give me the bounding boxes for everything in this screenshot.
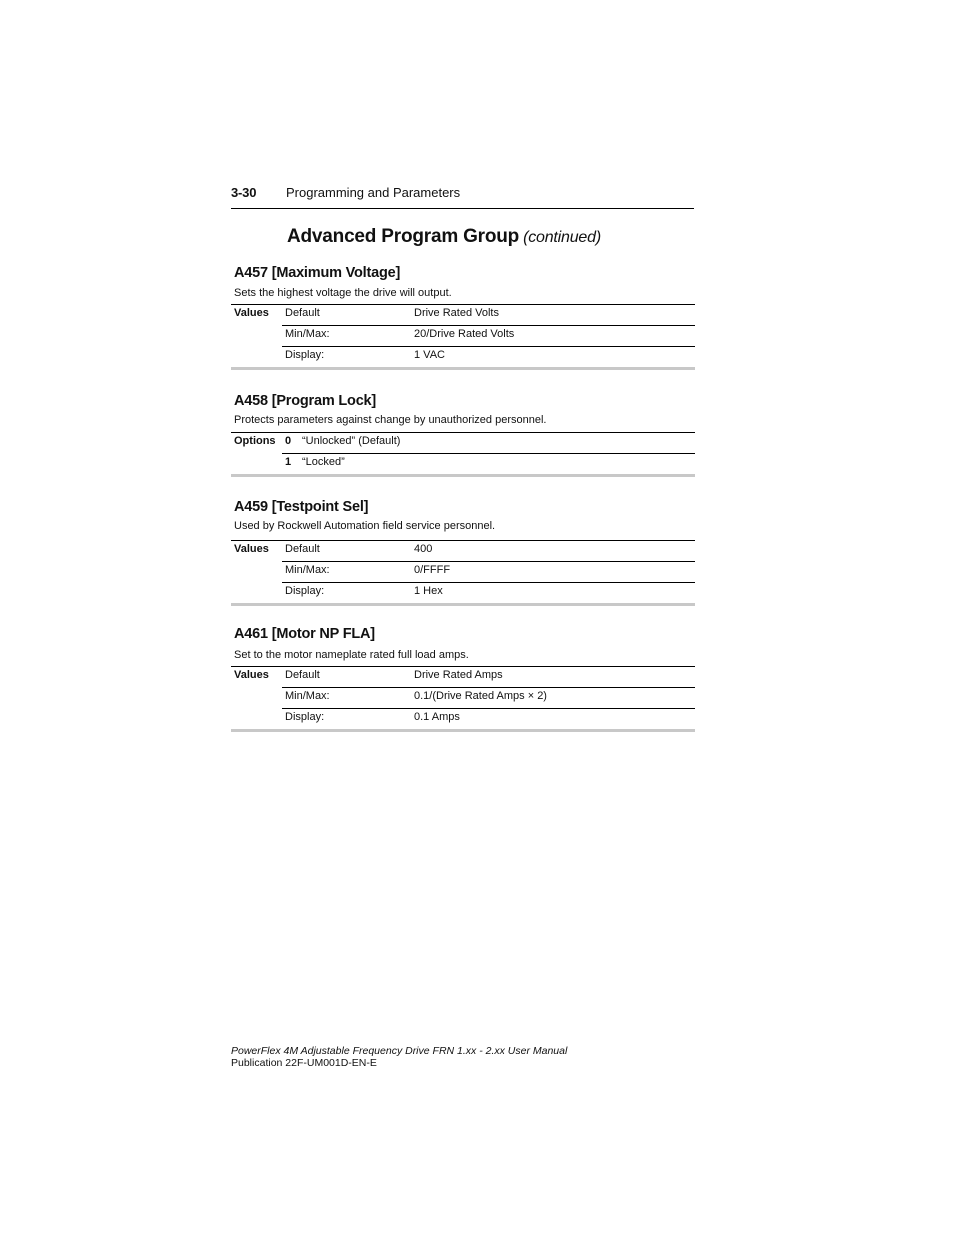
row-value: 0.1 Amps bbox=[414, 711, 460, 723]
row-key: Min/Max: bbox=[285, 690, 330, 702]
param-title: A457 [Maximum Voltage] bbox=[234, 265, 401, 281]
values-table bbox=[231, 666, 695, 732]
footer-manual-title: PowerFlex 4M Adjustable Frequency Drive FRN 1.xx - 2.xx User Manual bbox=[231, 1045, 568, 1057]
table-end-rule bbox=[231, 474, 695, 477]
row-key: Default bbox=[285, 669, 320, 681]
row-value: 1 Hex bbox=[414, 585, 443, 597]
param-title: A459 [Testpoint Sel] bbox=[234, 499, 369, 515]
table-row bbox=[282, 325, 695, 346]
row-key: Min/Max: bbox=[285, 328, 330, 340]
table-row bbox=[282, 708, 695, 729]
param-description: Protects parameters against change by unauthorized personnel. bbox=[234, 414, 547, 426]
row-value: 0/FFFF bbox=[414, 564, 451, 576]
table-row bbox=[231, 305, 695, 325]
option-value: “Unlocked” (Default) bbox=[302, 435, 401, 447]
row-value: 20/Drive Rated Volts bbox=[414, 328, 515, 340]
row-key: Default bbox=[285, 307, 320, 319]
group-title-text: Advanced Program Group bbox=[287, 226, 520, 247]
row-value: 0.1/(Drive Rated Amps × 2) bbox=[414, 690, 547, 702]
values-label: Values bbox=[234, 307, 269, 319]
option-key: 0 bbox=[285, 435, 292, 447]
table-row bbox=[282, 582, 695, 603]
group-title bbox=[287, 226, 601, 248]
table-row bbox=[282, 453, 695, 474]
table-row bbox=[282, 687, 695, 708]
row-key: Display: bbox=[285, 349, 325, 361]
table-end-rule bbox=[231, 729, 695, 732]
param-title: A461 [Motor NP FLA] bbox=[234, 626, 375, 642]
param-description: Set to the motor nameplate rated full load amps. bbox=[234, 649, 469, 661]
options-label: Options bbox=[234, 435, 276, 447]
page-number: 3-30 bbox=[231, 185, 257, 200]
param-title: A458 [Program Lock] bbox=[234, 393, 377, 409]
values-label: Values bbox=[234, 543, 269, 555]
options-table bbox=[231, 432, 695, 477]
row-key: Default bbox=[285, 543, 320, 555]
row-value: Drive Rated Volts bbox=[414, 307, 499, 319]
param-description: Used by Rockwell Automation field service personnel. bbox=[234, 520, 496, 532]
table-row bbox=[231, 433, 695, 453]
row-value: 1 VAC bbox=[414, 349, 445, 361]
continued-label: (continued) bbox=[523, 229, 601, 246]
option-value: “Locked” bbox=[302, 456, 345, 468]
values-label: Values bbox=[234, 669, 269, 681]
table-row bbox=[282, 561, 695, 582]
running-title: Programming and Parameters bbox=[286, 185, 461, 200]
row-key: Display: bbox=[285, 711, 325, 723]
values-table bbox=[231, 304, 695, 370]
option-key: 1 bbox=[285, 456, 292, 468]
param-description: Sets the highest voltage the drive will output. bbox=[234, 287, 452, 299]
table-row bbox=[231, 667, 695, 687]
row-key: Min/Max: bbox=[285, 564, 330, 576]
row-value: 400 bbox=[414, 543, 433, 555]
row-value: Drive Rated Amps bbox=[414, 669, 503, 681]
header-rule bbox=[231, 208, 694, 209]
table-end-rule bbox=[231, 603, 695, 606]
values-table bbox=[231, 540, 695, 606]
footer-publication: Publication 22F-UM001D-EN-E bbox=[231, 1057, 377, 1069]
row-key: Display: bbox=[285, 585, 325, 597]
table-row bbox=[231, 541, 695, 561]
table-row bbox=[282, 346, 695, 367]
table-end-rule bbox=[231, 367, 695, 370]
